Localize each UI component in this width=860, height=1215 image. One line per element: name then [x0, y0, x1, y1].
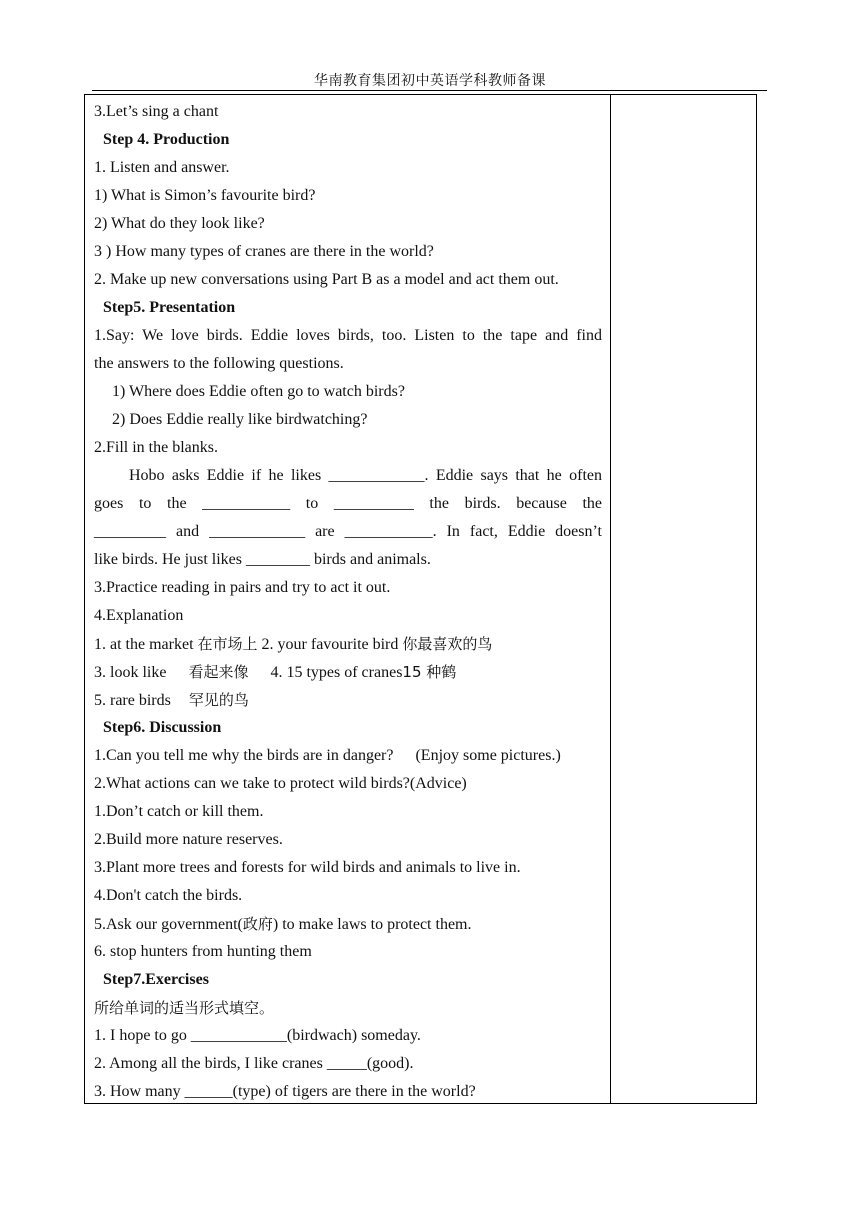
explanation-line-3	[94, 686, 602, 714]
step5-question-2: 2) Does Eddie really like birdwatching?	[112, 411, 368, 428]
step6-item-1	[94, 742, 602, 770]
step6-heading: Step6. Discussion	[103, 719, 222, 736]
step4-question-3: 3 ) How many types of cranes are there in the world?	[94, 243, 434, 260]
fill-blank-line-1: Hobo asks Eddie if he likes ____________. Eddie says that he often	[129, 467, 602, 484]
step5-item-4: 4.Explanation	[94, 607, 184, 624]
fill-blank-line-2: goes to the ___________ to __________ the birds. because the	[94, 495, 602, 512]
fill-blank-line-3: _________ and ____________ are ___________. In fact, Eddie doesn’t	[94, 523, 602, 540]
step6-question: 1.Can you tell me why the birds are in danger?	[94, 747, 394, 764]
explanation-line-2	[94, 658, 602, 686]
step4-item-1: 1. Listen and answer.	[94, 159, 230, 176]
advice-1: 1.Don’t catch or kill them.	[94, 803, 264, 820]
fill-blank-line-4: like birds. He just likes ________ birds and animals.	[94, 551, 431, 568]
notes-column	[619, 95, 756, 1103]
lesson-content	[94, 98, 602, 1106]
exercise-1: 1. I hope to go ____________(birdwach) someday.	[94, 1027, 421, 1044]
exercise-3: 3. How many ______(type) of tigers are there in the world?	[94, 1083, 476, 1100]
step5-item-1a: 1.Say: We love birds. Eddie loves birds, too. Listen to the tape and find	[94, 327, 602, 344]
explanation-3-en: 3. look like	[94, 664, 167, 681]
advice-5	[94, 910, 602, 938]
exercise-instruction: 所给单词的适当形式填空。	[94, 999, 275, 1017]
explanation-2-en: 2. your favourite bird	[257, 636, 403, 653]
advice-6: 6. stop hunters from hunting them	[94, 943, 312, 960]
step6-item-2: 2.What actions can we take to protect wild birds?(Advice)	[94, 775, 467, 792]
step5-question-1: 1) Where does Eddie often go to watch birds?	[112, 383, 405, 400]
explanation-4-cn: 15 种鹤	[402, 663, 457, 681]
explanation-1-cn: 在市场上	[197, 635, 258, 653]
lesson-plan-table	[84, 94, 757, 1104]
chant-line: 3.Let’s sing a chant	[94, 103, 219, 120]
step5-heading: Step5. Presentation	[103, 299, 236, 316]
advice-3: 3.Plant more trees and forests for wild birds and animals to live in.	[94, 859, 521, 876]
explanation-4-en: 4. 15 types of cranes	[270, 664, 403, 681]
step4-item-2: 2. Make up new conversations using Part B as a model and act them out.	[94, 271, 559, 288]
explanation-5-cn: 罕见的鸟	[188, 691, 249, 709]
explanation-line-1	[94, 630, 602, 658]
advice-5-a: 5.Ask our government(	[94, 916, 243, 933]
step4-question-1: 1) What is Simon’s favourite bird?	[94, 187, 316, 204]
column-divider	[610, 95, 611, 1103]
step5-item-1b: the answers to the following questions.	[94, 355, 344, 372]
step4-heading: Step 4. Production	[103, 131, 230, 148]
advice-2: 2.Build more nature reserves.	[94, 831, 283, 848]
step4-question-2: 2) What do they look like?	[94, 215, 265, 232]
explanation-1-en: 1. at the market	[94, 636, 198, 653]
exercise-2: 2. Among all the birds, I like cranes _____(good).	[94, 1055, 414, 1072]
step5-item-2: 2.Fill in the blanks.	[94, 439, 218, 456]
explanation-5-en: 5. rare birds	[94, 692, 171, 709]
header-rule	[92, 90, 767, 91]
advice-4: 4.Don't catch the birds.	[94, 887, 243, 904]
advice-5-cn: 政府	[242, 915, 273, 933]
page-header-title: 华南教育集团初中英语学科教师备课	[314, 73, 546, 89]
step5-item-3: 3.Practice reading in pairs and try to act it out.	[94, 579, 391, 596]
advice-5-c: ) to make laws to protect them.	[272, 916, 472, 933]
step6-note: (Enjoy some pictures.)	[415, 747, 561, 764]
step7-heading: Step7.Exercises	[103, 971, 209, 988]
explanation-3-cn: 看起来像	[188, 663, 249, 681]
explanation-2-cn: 你最喜欢的鸟	[402, 635, 493, 653]
